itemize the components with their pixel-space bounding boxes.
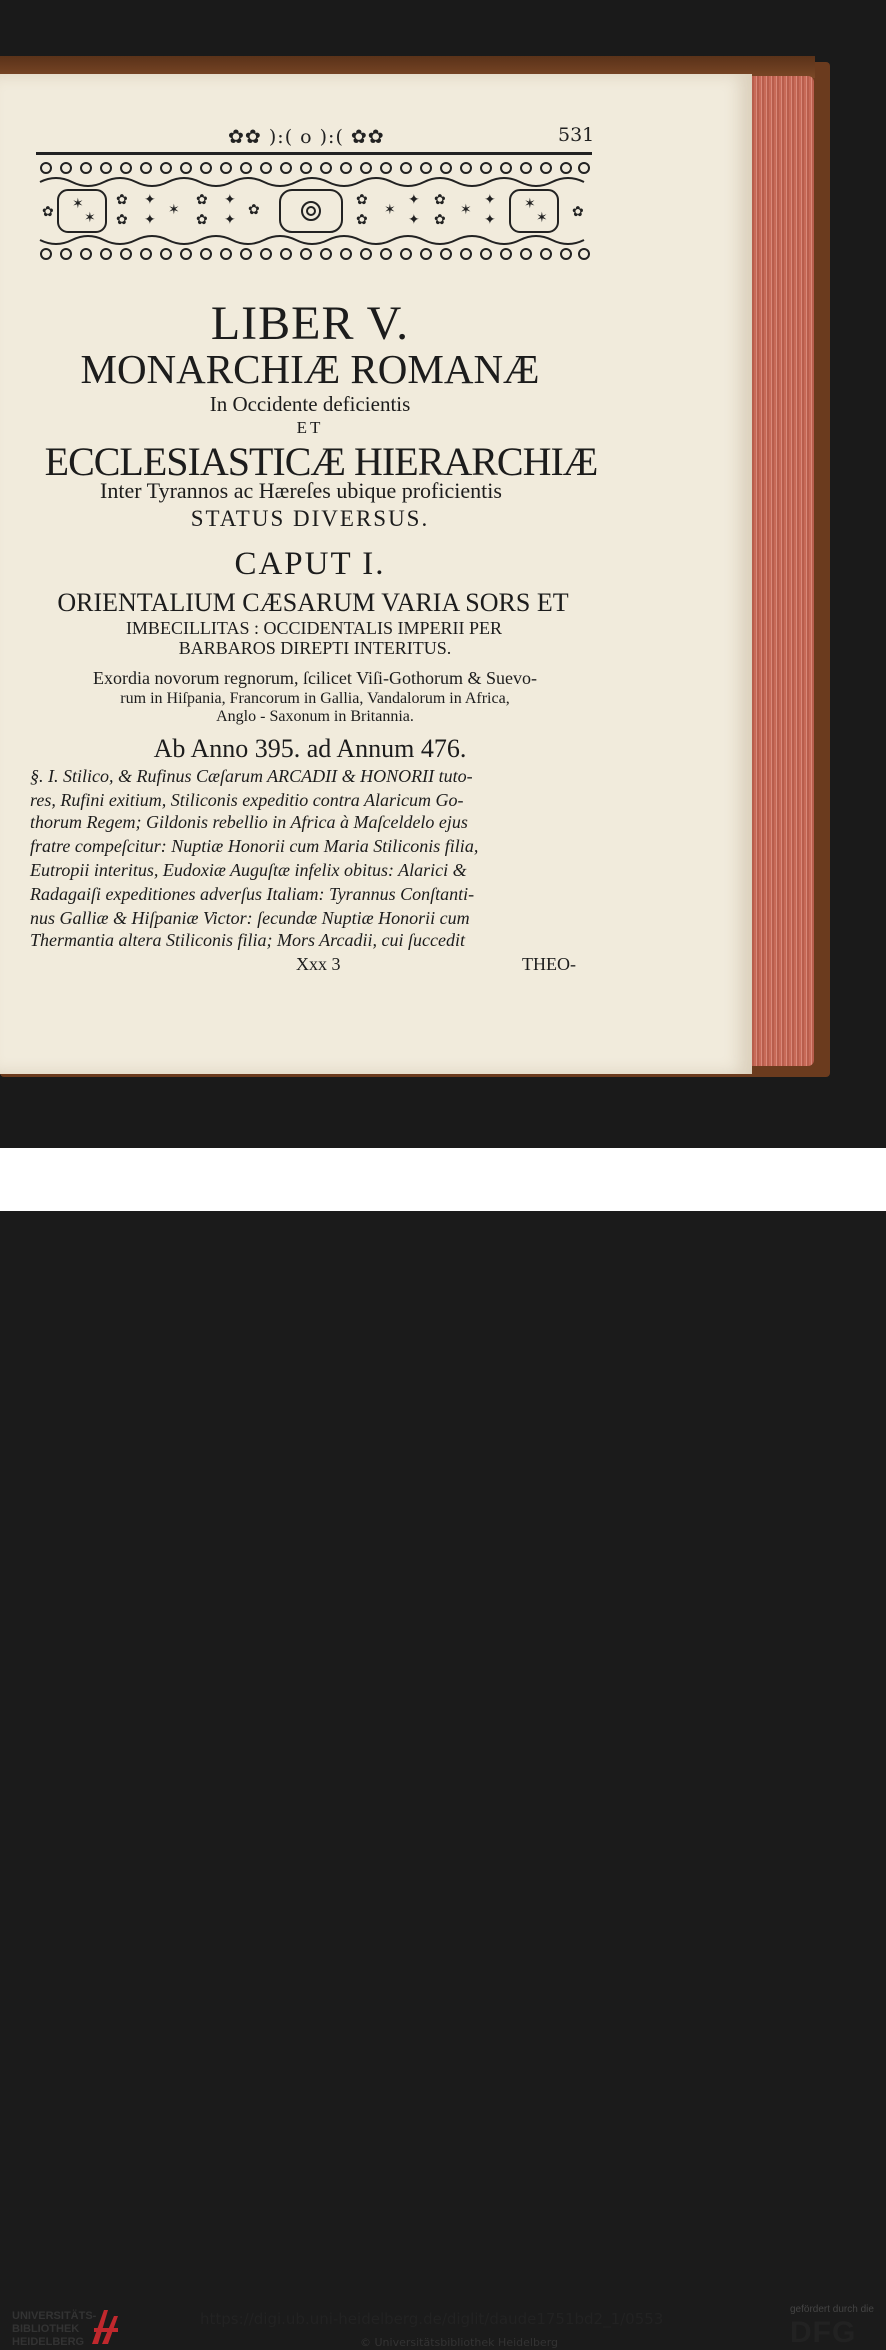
svg-text:✶: ✶ xyxy=(460,202,472,218)
svg-text:✦: ✦ xyxy=(484,192,496,208)
permalink-url[interactable]: https://digi.ub.uni-heidelberg.de/diglit/daude1751bd2_1/0553 xyxy=(200,2310,664,2328)
library-name-line: BIBLIOTHEK xyxy=(12,2323,80,2335)
svg-text:✦: ✦ xyxy=(224,192,236,208)
svg-text:✿: ✿ xyxy=(116,192,128,208)
page-fore-edge xyxy=(744,76,814,1066)
body-line: Eutropii interitus, Eudoxiæ Auguſtæ infelix obitus: Alarici & xyxy=(30,860,467,880)
library-name xyxy=(12,2310,96,2349)
svg-text:✿: ✿ xyxy=(248,202,260,218)
svg-text:✦: ✦ xyxy=(144,192,156,208)
copyright-notice: © Universitätsbibliothek Heidelberg xyxy=(360,2336,559,2349)
body-line: nus Galliæ & Hiſpaniæ Victor: ſecundæ Nuptiæ Honorii cum xyxy=(30,908,470,928)
book-title: LIBER V. xyxy=(210,297,410,350)
svg-text:✿: ✿ xyxy=(356,212,368,228)
svg-text:✿: ✿ xyxy=(434,192,446,208)
heading-line: Inter Tyrannos ac Hæreſes ubique proficientis xyxy=(100,478,502,503)
svg-text:✿: ✿ xyxy=(572,204,584,220)
svg-text:✿: ✿ xyxy=(116,212,128,228)
library-name-line: UNIVERSITÄTS- xyxy=(12,2310,97,2322)
funder-caption: gefördert durch die xyxy=(790,2304,874,2315)
chapter-title: CAPUT I. xyxy=(234,546,386,582)
exordia-line: Exordia novorum regnorum, ſcilicet Viſi-Gothorum & Suevo- xyxy=(92,668,537,688)
heading-line: STATUS DIVERSUS. xyxy=(190,506,430,531)
svg-text:✶: ✶ xyxy=(536,210,548,226)
catchword: THEO- xyxy=(522,954,576,974)
heading-line: In Occidente deficientis xyxy=(209,392,411,416)
page-number: 531 xyxy=(558,124,595,146)
body-line: §. I. Stilico, & Rufinus Cæſarum ARCADII & HONORII tuto- xyxy=(30,766,473,786)
top-ornament: ✿✿ ):( o ):( ✿✿ xyxy=(228,126,385,148)
exordia-line: rum in Hiſpania, Francorum in Gallia, Vandalorum in Africa, xyxy=(120,690,510,707)
exordia-line: Anglo - Saxonum in Britannia. xyxy=(216,708,414,725)
year-range: Ab Anno 395. ad Annum 476. xyxy=(153,734,467,763)
book-scan xyxy=(0,0,886,1148)
body-line: fratre compeſcitur: Nuptiæ Honorii cum Maria Stiliconis filia, xyxy=(30,836,479,856)
svg-text:✶: ✶ xyxy=(72,196,84,212)
svg-text:✶: ✶ xyxy=(524,196,536,212)
body-line: Thermantia altera Stiliconis filia; Mors Arcadii, cui ſuccedit xyxy=(30,930,465,950)
library-name-line: HEIDELBERG xyxy=(12,2336,85,2348)
body-line: Radagaiſi expeditiones adverſus Italiam: Tyrannus Conſtanti- xyxy=(30,884,475,904)
svg-text:✿: ✿ xyxy=(196,192,208,208)
svg-text:✦: ✦ xyxy=(484,212,496,228)
svg-text:✶: ✶ xyxy=(384,202,396,218)
chapter-subtitle-line: BARBAROS DIREPTI INTERITUS. xyxy=(178,638,452,658)
svg-text:✦: ✦ xyxy=(408,212,420,228)
body-line: res, Rufini exitium, Stiliconis expeditio contra Alaricum Go- xyxy=(30,790,464,810)
svg-text:✿: ✿ xyxy=(196,212,208,228)
body-line: thorum Regem; Gildonis rebellio in Africa à Maſceldelo ejus xyxy=(30,812,468,832)
signature-mark: Xxx 3 xyxy=(296,954,341,974)
heading-line: MONARCHIÆ ROMANÆ xyxy=(80,346,540,392)
ornamental-headpiece xyxy=(36,152,592,270)
svg-text:✿: ✿ xyxy=(434,212,446,228)
viewer-footer xyxy=(0,1148,886,2349)
svg-text:✿: ✿ xyxy=(42,204,54,220)
svg-text:✶: ✶ xyxy=(84,210,96,226)
heading-line: ECCLESIASTICÆ HIERARCHIÆ xyxy=(44,439,598,484)
svg-text:✶: ✶ xyxy=(168,202,180,218)
chapter-subtitle-line: IMBECILLITAS : OCCIDENTALIS IMPERII PER xyxy=(125,618,503,638)
chapter-subtitle-line: ORIENTALIUM CÆSARUM VARIA SORS ET xyxy=(57,588,569,617)
svg-text:✦: ✦ xyxy=(224,212,236,228)
svg-text:✿: ✿ xyxy=(356,192,368,208)
svg-text:✦: ✦ xyxy=(408,192,420,208)
svg-text:✦: ✦ xyxy=(144,212,156,228)
dfg-logo: DFG xyxy=(790,2316,857,2349)
library-logo-icon xyxy=(88,2306,122,2348)
heading-line: ET xyxy=(296,418,324,437)
bleed-through-notes xyxy=(668,404,744,804)
